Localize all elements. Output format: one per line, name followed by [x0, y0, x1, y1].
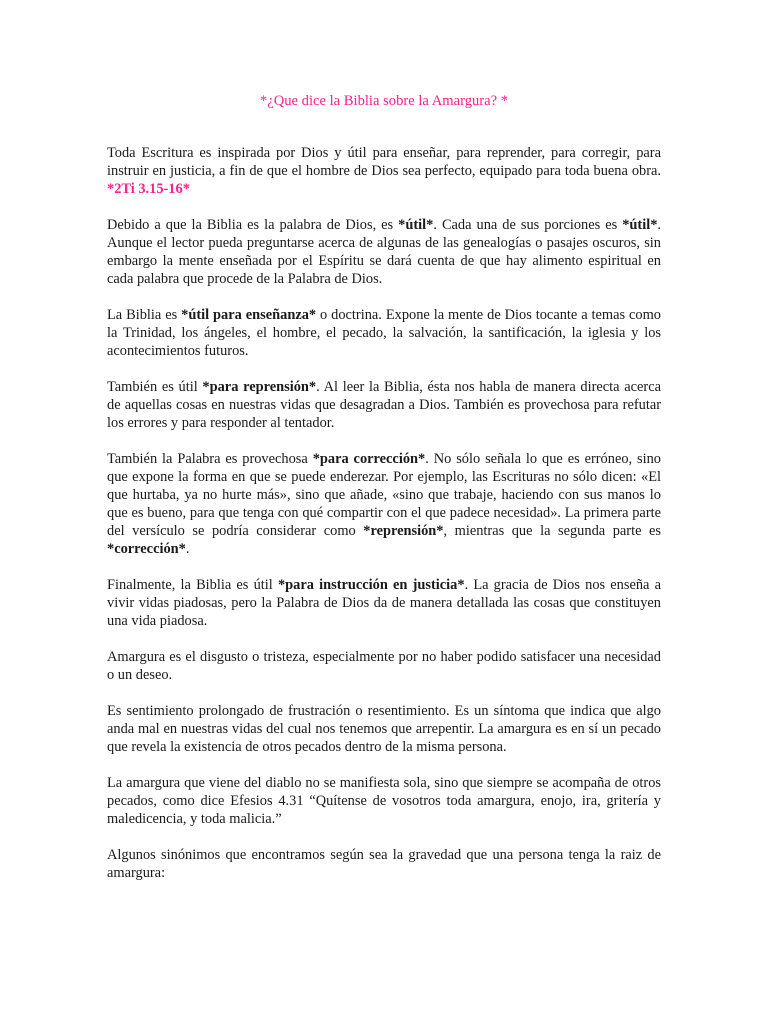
- document-title: *¿Que dice la Biblia sobre la Amargura? *: [259, 93, 509, 109]
- paragraph-4-text-2: . Al leer la Biblia, ésta nos habla de manera directa acerca de aquellas cosas en nuestras vidas que desagradan a Dios. También es provechosa para refutar los errores y para responder al tentador.: [107, 379, 661, 431]
- paragraph-2-text-2: . Cada una de sus porciones es: [433, 217, 623, 233]
- paragraph-5-text-1: También la Palabra es provechosa: [107, 451, 313, 467]
- paragraph-3-text-2: o doctrina. Expone la mente de Dios tocante a temas como la Trinidad, los ángeles, el hombre, el pecado, la salvación, la santificación, la iglesia y los acontecimientos futuros.: [107, 307, 661, 359]
- emphasis-instruccion: *para instrucción en justicia*: [277, 577, 465, 593]
- paragraph-8: Es sentimiento prolongado de frustración o resentimiento. Es un síntoma que indica que algo anda mal en nuestras vidas del cual nos tenemos que arrepentir. La amargura es en sí un pecado que revela la existencia de otros pecados dentro de la misma persona.: [107, 703, 661, 755]
- scripture-reference: *2Ti 3.15-16*: [107, 181, 190, 197]
- paragraph-7: Amargura es el disgusto o tristeza, especialmente por no haber podido satisfacer una necesidad o un deseo.: [107, 649, 661, 683]
- paragraph-5-text-3: , mientras que la segunda parte es: [443, 523, 661, 539]
- paragraph-9: La amargura que viene del diablo no se manifiesta sola, sino que siempre se acompaña de otros pecados, como dice Efesios 4.31 “Quítense de vosotros toda amargura, enojo, ira, gritería y maledicencia, y toda malicia.”: [107, 775, 661, 827]
- paragraph-2-text-3: . Aunque el lector pueda preguntarse acerca de algunas de las genealogías o pasajes oscuros, sin embargo la mente enseñada por el Espíritu se dará cuenta de que hay alimento espiritual en cada palabra que procede de la Palabra de Dios.: [107, 217, 661, 287]
- emphasis-reprension: *para reprensión*: [202, 379, 317, 395]
- emphasis-correccion-2: *corrección*: [107, 541, 186, 557]
- paragraph-4: [107, 378, 661, 432]
- emphasis-util-1: *útil*: [398, 217, 434, 233]
- paragraph-5: [107, 450, 661, 558]
- paragraph-2: [107, 216, 661, 288]
- paragraph-6-text-1: Finalmente, la Biblia es útil: [107, 577, 278, 593]
- paragraph-2-text-1: Debido a que la Biblia es la palabra de Dios, es: [107, 217, 399, 233]
- paragraph-3-text-1: La Biblia es: [107, 307, 182, 323]
- emphasis-reprension-2: *reprensión*: [363, 523, 444, 539]
- emphasis-correccion-1: *para corrección*: [312, 451, 426, 467]
- document-page: [107, 92, 661, 900]
- paragraph-4-text-1: También es útil: [107, 379, 203, 395]
- paragraph-6-text-2: . La gracia de Dios nos enseña a vivir vidas piadosas, pero la Palabra de Dios da de manera detallada las cosas que constituyen una vida piadosa.: [107, 577, 661, 629]
- emphasis-util-2: *útil*: [622, 217, 658, 233]
- emphasis-ensenanza: *útil para enseñanza*: [181, 307, 317, 323]
- paragraph-1-text: Toda Escritura es inspirada por Dios y útil para enseñar, para reprender, para corregir, para instruir en justicia, a fin de que el hombre de Dios sea perfecto, equipado para toda buena obra.: [107, 145, 661, 179]
- paragraph-10: Algunos sinónimos que encontramos según sea la gravedad que una persona tenga la raiz de amargura:: [107, 847, 661, 881]
- paragraph-1: [107, 144, 661, 198]
- paragraph-5-text-4: .: [185, 541, 190, 557]
- paragraph-6: [107, 576, 661, 630]
- paragraph-3: [107, 306, 661, 360]
- paragraph-5-text-2: . No sólo señala lo que es erróneo, sino que expone la forma en que se puede enderezar. Por ejemplo, las Escrituras no sólo dicen: «El que hurtaba, ya no hurte más», sino que añade, «sino que trabaje, haciendo con sus manos lo que es bueno, para que tenga con qué compartir con el que padece necesidad». La primera parte del versículo se podría considerar como: [107, 451, 662, 539]
